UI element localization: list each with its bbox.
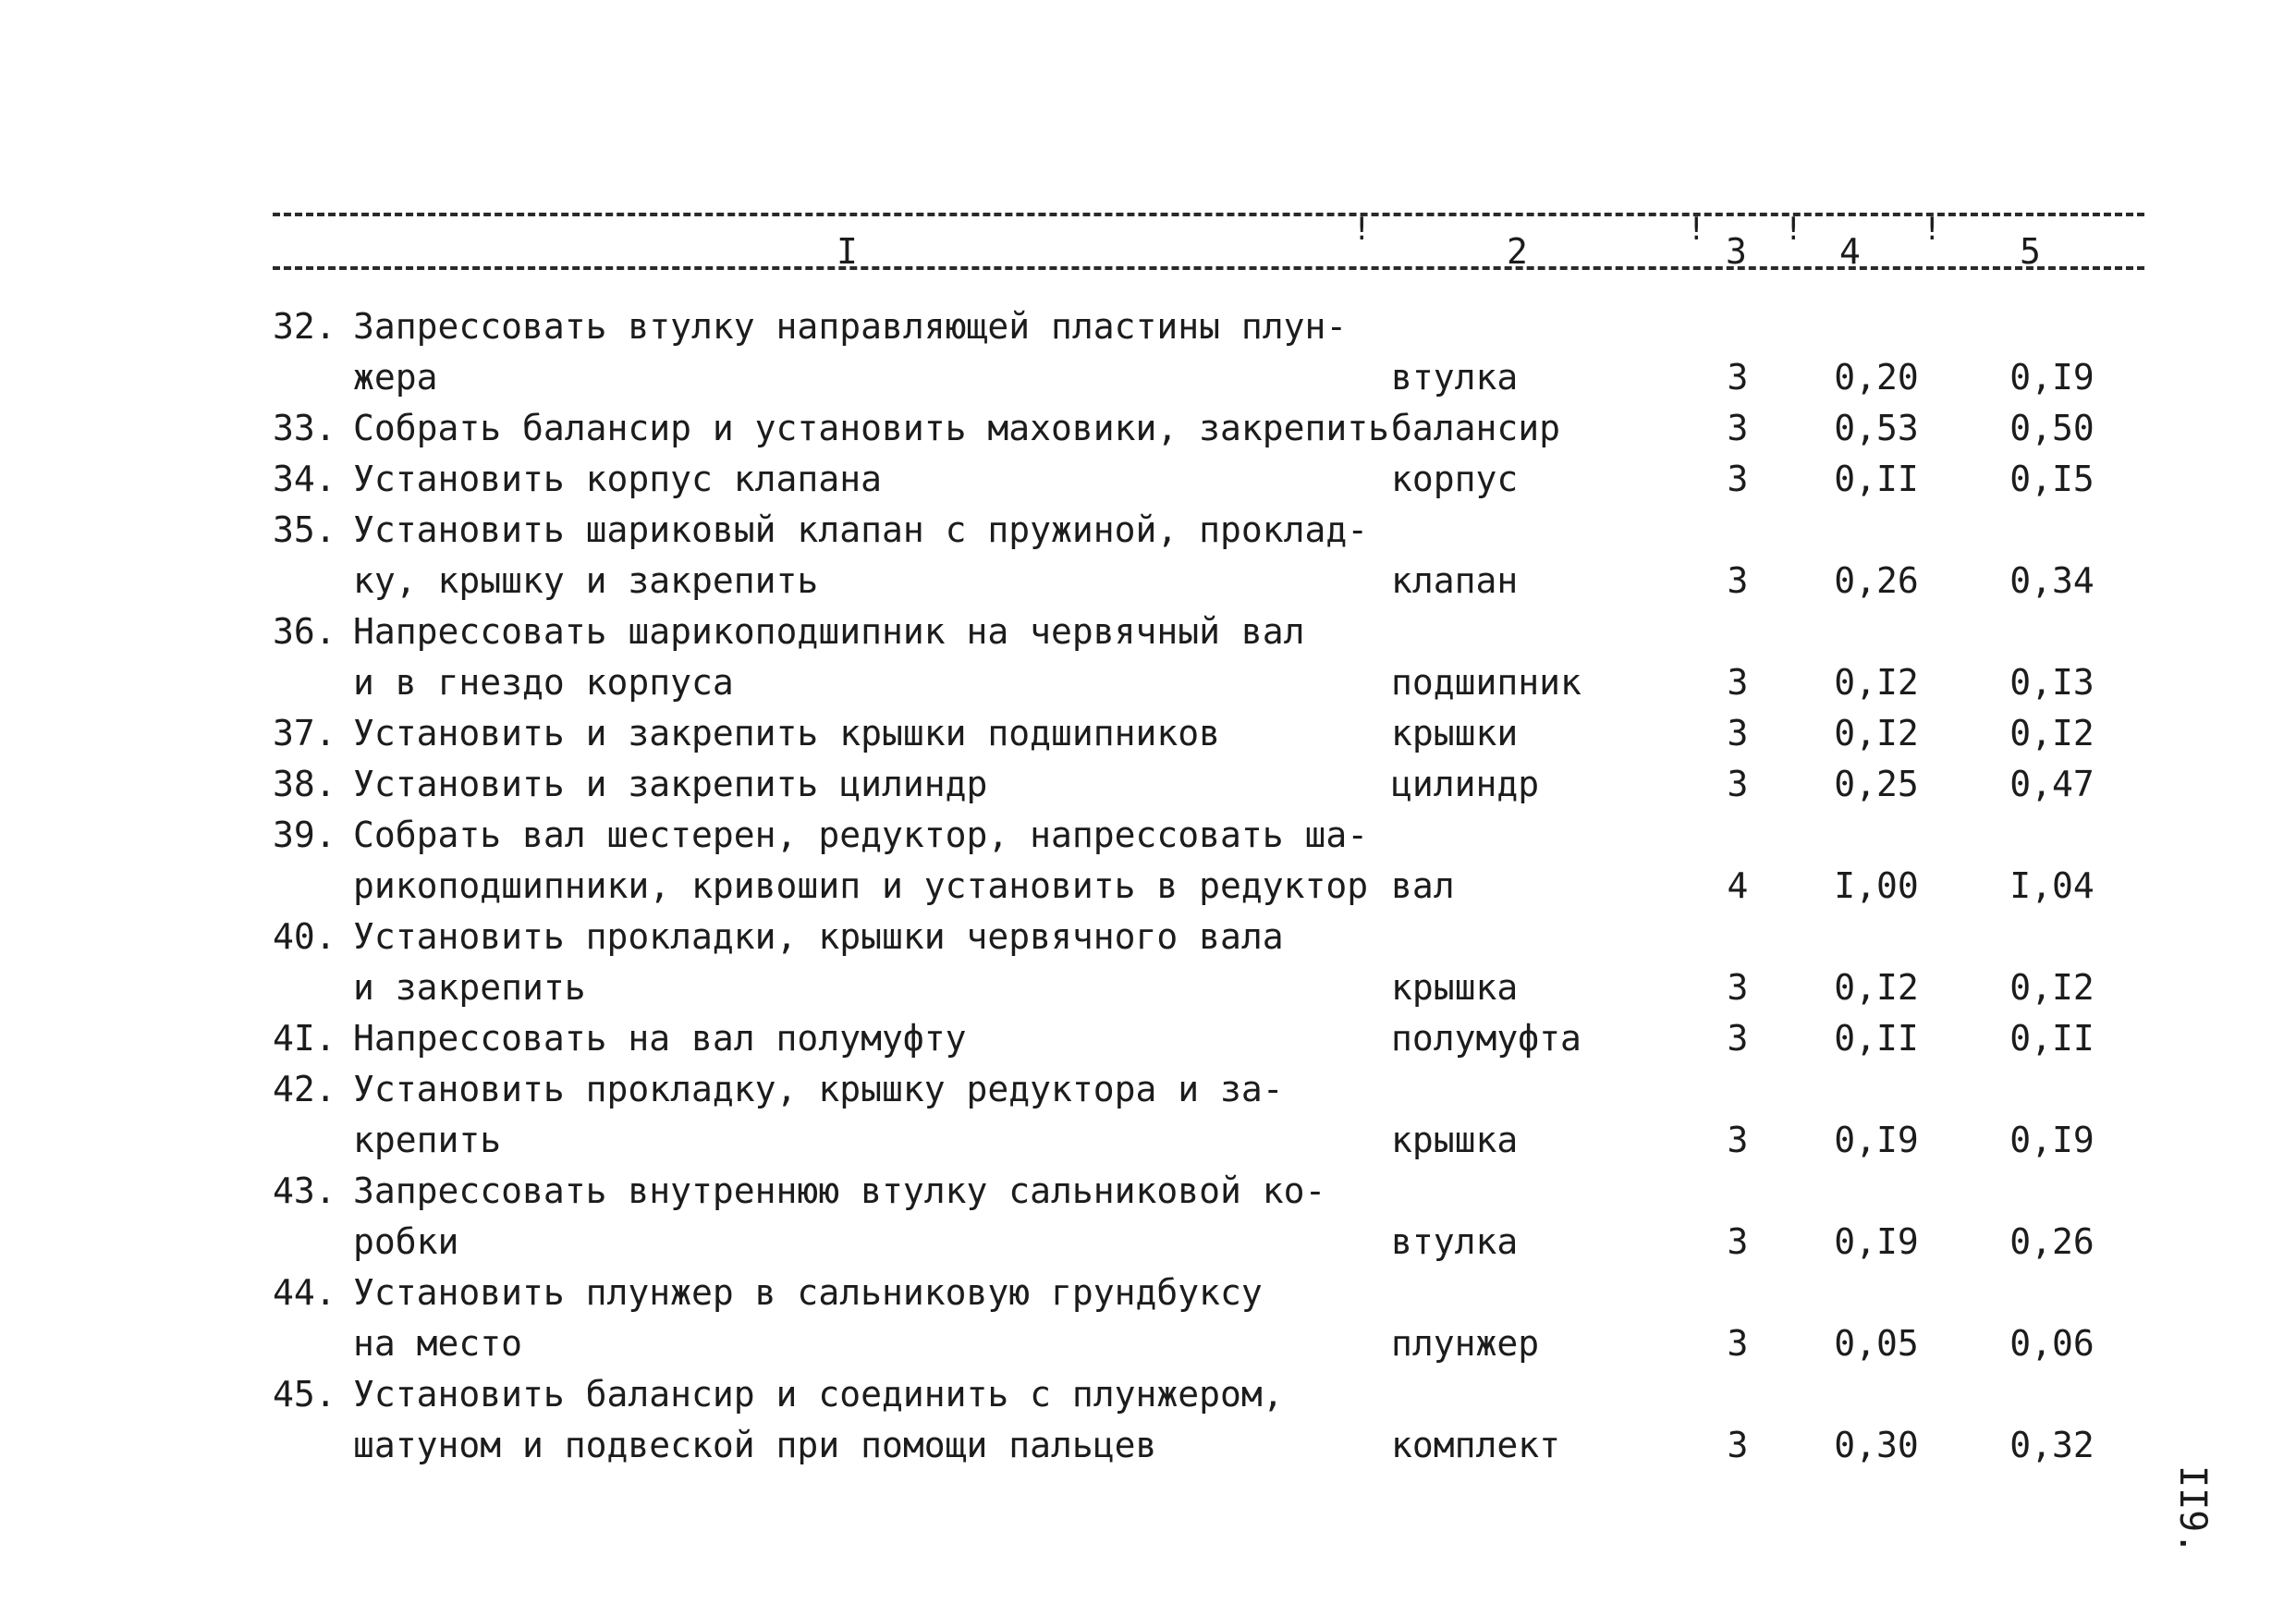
operation-text: Собрать балансир и установить маховики, закрепить bbox=[353, 408, 1390, 448]
operation-text: ку, крышку и закрепить bbox=[353, 560, 819, 601]
col-3-value: 3 bbox=[1727, 1120, 1749, 1160]
table-row-line bbox=[0, 1012, 2296, 1064]
table-row-line bbox=[0, 351, 2296, 403]
header-col-3: 3 bbox=[1726, 231, 1747, 272]
operation-number: 4I. bbox=[273, 1018, 336, 1059]
operation-text: Напрессовать на вал полумуфту bbox=[353, 1018, 967, 1059]
col-3-value: 3 bbox=[1727, 357, 1749, 398]
operation-number: 32. bbox=[273, 306, 336, 347]
col-3-value: 3 bbox=[1727, 1425, 1749, 1465]
header-top-rule bbox=[273, 213, 2144, 216]
col-5-value: 0,32 bbox=[2009, 1425, 2094, 1465]
operation-number: 33. bbox=[273, 408, 336, 448]
col-5-value: 0,I9 bbox=[2009, 357, 2094, 398]
operation-number: 37. bbox=[273, 713, 336, 753]
col-4-value: 0,26 bbox=[1834, 560, 1919, 601]
table-row-line bbox=[0, 911, 2296, 962]
col-3-value: 3 bbox=[1727, 560, 1749, 601]
col-4-value: 0,I9 bbox=[1834, 1221, 1919, 1262]
operation-number: 39. bbox=[273, 815, 336, 855]
operation-number: 35. bbox=[273, 509, 336, 550]
operation-text: Установить прокладку, крышку редуктора и за- bbox=[353, 1069, 1284, 1109]
header-col-2: 2 bbox=[1507, 231, 1528, 272]
part-name: втулка bbox=[1391, 1221, 1519, 1262]
table-row-line bbox=[0, 606, 2296, 657]
col-5-value: 0,34 bbox=[2009, 560, 2094, 601]
header-bottom-rule bbox=[273, 266, 2144, 270]
table-row-line bbox=[0, 1114, 2296, 1166]
col-5-value: 0,50 bbox=[2009, 408, 2094, 448]
col-5-value: 0,I2 bbox=[2009, 713, 2094, 753]
part-name: корпус bbox=[1391, 459, 1519, 499]
table-row-line bbox=[0, 758, 2296, 810]
table-row-line bbox=[0, 860, 2296, 912]
operation-text: Напрессовать шарикоподшипник на червячный вал bbox=[353, 611, 1305, 652]
operation-text: Установить шариковый клапан с пружиной, проклад- bbox=[353, 509, 1369, 550]
col-3-value: 3 bbox=[1727, 662, 1749, 703]
operation-text: Установить балансир и соединить с плунжером, bbox=[353, 1374, 1284, 1415]
part-name: цилиндр bbox=[1391, 764, 1540, 804]
col-4-value: 0,30 bbox=[1834, 1425, 1919, 1465]
part-name: вал bbox=[1391, 865, 1455, 906]
col-5-value: 0,I2 bbox=[2009, 967, 2094, 1008]
part-name: клапан bbox=[1391, 560, 1519, 601]
header-col-4: 4 bbox=[1839, 231, 1861, 272]
table-row-line bbox=[0, 402, 2296, 454]
part-name: втулка bbox=[1391, 357, 1519, 398]
col-4-value: 0,I2 bbox=[1834, 713, 1919, 753]
col-4-value: 0,I2 bbox=[1834, 967, 1919, 1008]
header-separator: ! bbox=[1784, 211, 1803, 248]
col-4-value: 0,05 bbox=[1834, 1323, 1919, 1364]
operation-number: 40. bbox=[273, 916, 336, 957]
operation-text: Собрать вал шестерен, редуктор, напрессовать ша- bbox=[353, 815, 1369, 855]
table-row-line bbox=[0, 1317, 2296, 1369]
col-3-value: 4 bbox=[1727, 865, 1749, 906]
operation-number: 36. bbox=[273, 611, 336, 652]
table-row-line bbox=[0, 962, 2296, 1013]
col-5-value: 0,II bbox=[2009, 1018, 2094, 1059]
col-3-value: 3 bbox=[1727, 459, 1749, 499]
table-row-line bbox=[0, 1419, 2296, 1471]
operation-number: 45. bbox=[273, 1374, 336, 1415]
part-name: подшипник bbox=[1391, 662, 1582, 703]
col-3-value: 3 bbox=[1727, 1323, 1749, 1364]
header-col-5: 5 bbox=[2020, 231, 2041, 272]
operation-text: на место bbox=[353, 1323, 523, 1364]
header-col-1: I bbox=[837, 231, 858, 272]
operation-text: Установить прокладки, крышки червячного вала bbox=[353, 916, 1284, 957]
col-5-value: 0,26 bbox=[2009, 1221, 2094, 1262]
col-3-value: 3 bbox=[1727, 1221, 1749, 1262]
col-3-value: 3 bbox=[1727, 764, 1749, 804]
operation-text: и в гнездо корпуса bbox=[353, 662, 734, 703]
col-5-value: 0,I9 bbox=[2009, 1120, 2094, 1160]
operation-number: 43. bbox=[273, 1170, 336, 1211]
operation-number: 38. bbox=[273, 764, 336, 804]
operation-text: жера bbox=[353, 357, 438, 398]
table-row-line bbox=[0, 504, 2296, 556]
part-name: крышка bbox=[1391, 967, 1519, 1008]
header-separator: ! bbox=[1687, 211, 1706, 248]
col-4-value: 0,53 bbox=[1834, 408, 1919, 448]
operation-number: 34. bbox=[273, 459, 336, 499]
operation-text: крепить bbox=[353, 1120, 502, 1160]
operation-text: Установить и закрепить цилиндр bbox=[353, 764, 988, 804]
table-row-line bbox=[0, 555, 2296, 606]
operation-text: Установить корпус клапана bbox=[353, 459, 882, 499]
operation-text: Установить и закрепить крышки подшипников bbox=[353, 713, 1220, 753]
operation-text: Запрессовать втулку направляющей пластины плун- bbox=[353, 306, 1348, 347]
table-row-line bbox=[0, 1267, 2296, 1318]
col-4-value: 0,I9 bbox=[1834, 1120, 1919, 1160]
col-4-value: 0,25 bbox=[1834, 764, 1919, 804]
col-5-value: 0,I5 bbox=[2009, 459, 2094, 499]
col-4-value: 0,II bbox=[1834, 459, 1919, 499]
table-row-line bbox=[0, 453, 2296, 505]
part-name: плунжер bbox=[1391, 1323, 1540, 1364]
table-row-line bbox=[0, 707, 2296, 759]
col-5-value: 0,I3 bbox=[2009, 662, 2094, 703]
col-3-value: 3 bbox=[1727, 1018, 1749, 1059]
part-name: комплект bbox=[1391, 1425, 1561, 1465]
table-row-line bbox=[0, 656, 2296, 708]
col-4-value: I,00 bbox=[1834, 865, 1919, 906]
col-5-value: 0,06 bbox=[2009, 1323, 2094, 1364]
table-row-line bbox=[0, 1368, 2296, 1420]
table-row-line bbox=[0, 1216, 2296, 1268]
col-4-value: 0,II bbox=[1834, 1018, 1919, 1059]
col-5-value: 0,47 bbox=[2009, 764, 2094, 804]
col-3-value: 3 bbox=[1727, 713, 1749, 753]
operation-text: робки bbox=[353, 1221, 459, 1262]
header-separator: ! bbox=[1923, 211, 1942, 248]
table-row-line bbox=[0, 809, 2296, 861]
table-row-line bbox=[0, 1165, 2296, 1217]
part-name: полумуфта bbox=[1391, 1018, 1582, 1059]
col-5-value: I,04 bbox=[2009, 865, 2094, 906]
table-row-line bbox=[0, 1063, 2296, 1115]
col-4-value: 0,20 bbox=[1834, 357, 1919, 398]
operation-number: 44. bbox=[273, 1272, 336, 1313]
operation-text: шатуном и подвеской при помощи пальцев bbox=[353, 1425, 1157, 1465]
operation-text: Установить плунжер в сальниковую грундбуксу bbox=[353, 1272, 1263, 1313]
operation-text: рикоподшипники, кривошип и установить в редуктор bbox=[353, 865, 1369, 906]
part-name: крышка bbox=[1391, 1120, 1519, 1160]
operation-number: 42. bbox=[273, 1069, 336, 1109]
page-number: II9. bbox=[2171, 1465, 2214, 1555]
header-separator: ! bbox=[1352, 211, 1372, 248]
operation-text: Запрессовать внутреннюю втулку сальниковой ко- bbox=[353, 1170, 1326, 1211]
col-3-value: 3 bbox=[1727, 967, 1749, 1008]
part-name: балансир bbox=[1391, 408, 1561, 448]
col-3-value: 3 bbox=[1727, 408, 1749, 448]
operation-text: и закрепить bbox=[353, 967, 586, 1008]
col-4-value: 0,I2 bbox=[1834, 662, 1919, 703]
part-name: крышки bbox=[1391, 713, 1519, 753]
table-row-line bbox=[0, 300, 2296, 352]
